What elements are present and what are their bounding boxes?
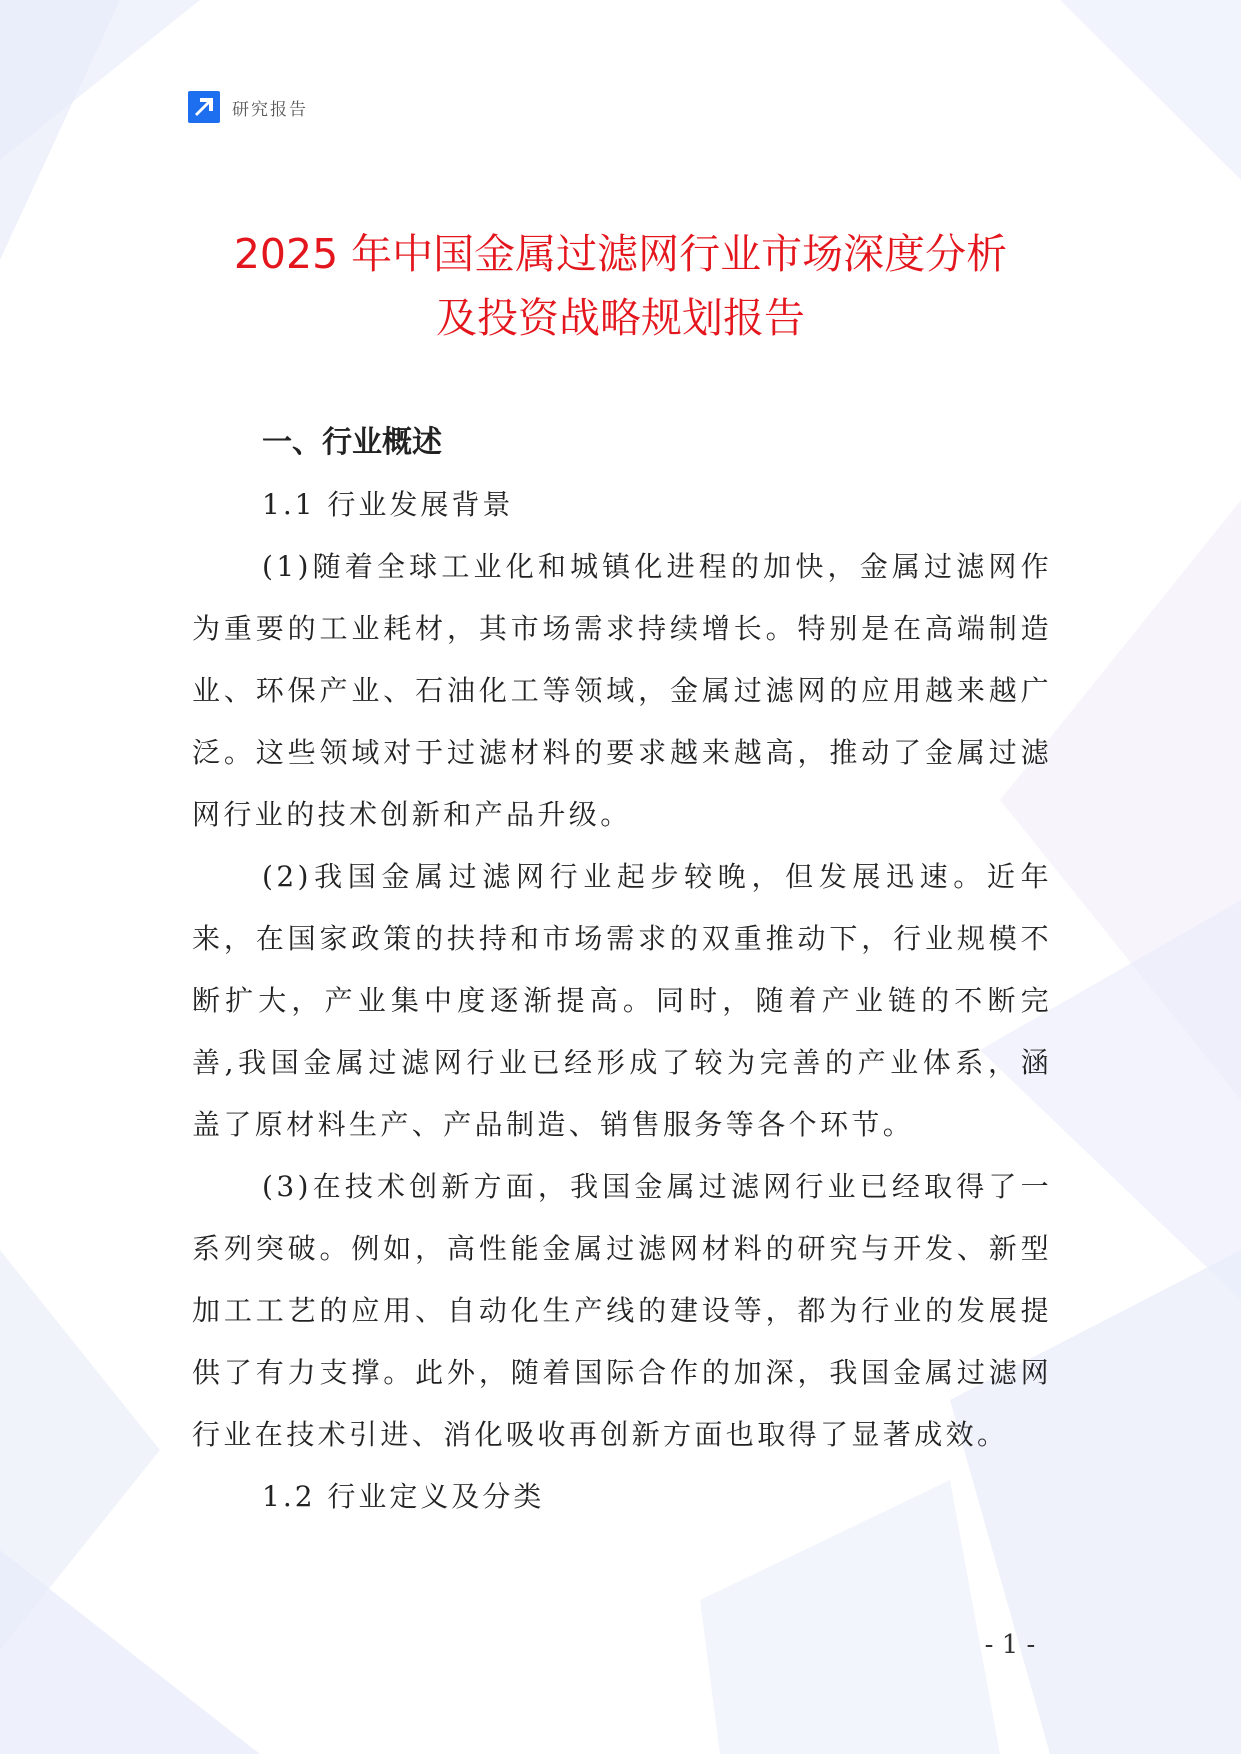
report-title-line-1: 2025 年中国金属过滤网行业市场深度分析 (233, 230, 1008, 278)
subsection-heading-1-1: 1.1 行业发展背景 (262, 488, 514, 521)
report-title (120, 222, 1121, 350)
paragraph-2: (2)我国金属过滤网行业起步较晚，但发展迅速。近年来，在国家政策的扶持和市场需求的双重推动下，行业规模不断扩大，产业集中度逐渐提高。同时，随着产业链的不断完善,我国金属过滤网行业已经形成了较为完善的产业体系，涵盖了原材料生产、产品制造、销售服务等各个环节。 (192, 860, 1052, 1141)
subsection-heading-1-2: 1.2 行业定义及分类 (262, 1480, 545, 1513)
page-number: - 1 - (984, 1630, 1036, 1660)
report-header (188, 90, 308, 124)
brand-label: 研究报告 (232, 99, 308, 120)
paragraph-1: (1)随着全球工业化和城镇化进程的加快，金属过滤网作为重要的工业耗材，其市场需求持续增长。特别是在高端制造业、环保产业、石油化工等领域，金属过滤网的应用越来越广泛。这些领域对于过滤材料的要求越来越高，推动了金属过滤网行业的技术创新和产品升级。 (192, 550, 1052, 831)
arrow-up-right-icon (188, 91, 220, 123)
report-body (192, 412, 1052, 1528)
section-heading: 一、行业概述 (262, 425, 442, 460)
report-title-line-2: 及投资战略规划报告 (436, 294, 805, 342)
paragraph-3: (3)在技术创新方面，我国金属过滤网行业已经取得了一系列突破。例如，高性能金属过滤网材料的研究与开发、新型加工工艺的应用、自动化生产线的建设等，都为行业的发展提供了有力支撑。此外，随着国际合作的加深，我国金属过滤网行业在技术引进、消化吸收再创新方面也取得了显著成效。 (192, 1170, 1052, 1451)
